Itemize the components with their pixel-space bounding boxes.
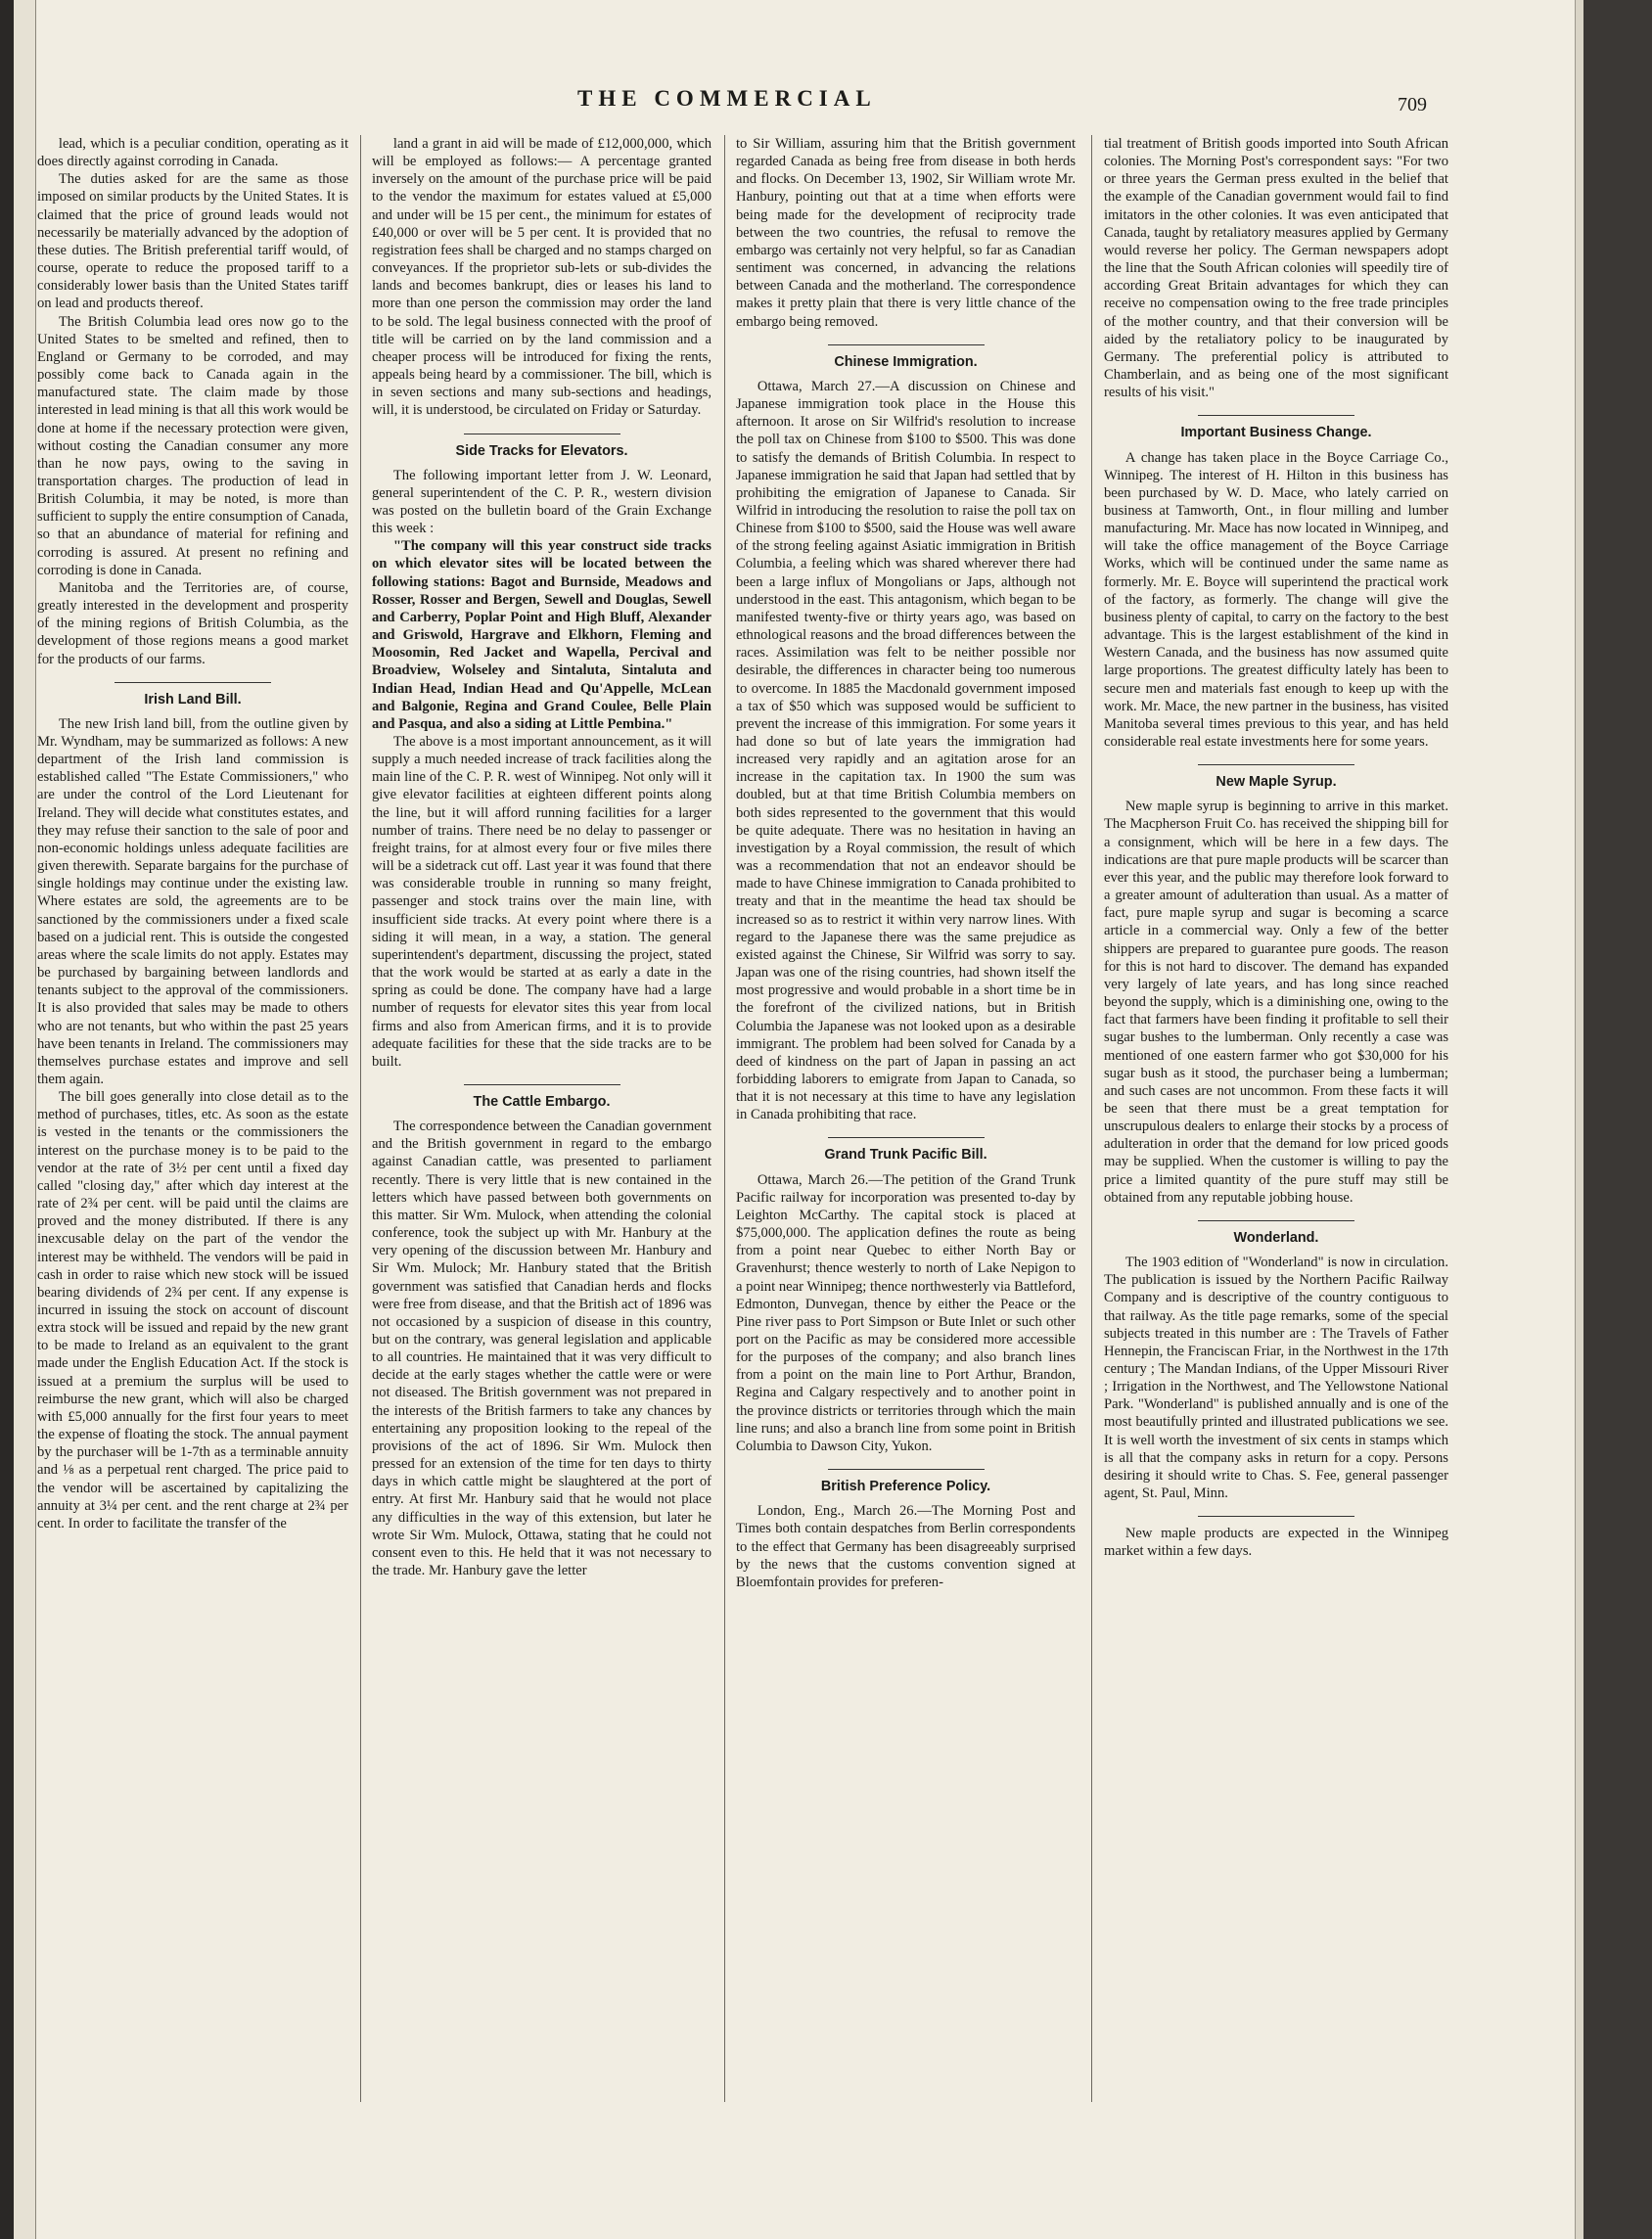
article-column-1: [37, 135, 348, 1532]
article-paragraph: The duties asked for are the same as those imposed on similar products by the United States. It is claimed that the price of ground leads would not necessarily be materially advanced by the adoption of these duties. The British preferential tariff would, of course, operate to reduce the proposed tariff to a considerably lower basis than the United States tariff on lead and products thereof.: [37, 171, 348, 312]
article-paragraph: land a grant in aid will be made of £12,000,000, which will be employed as follows:— A percentage granted inversely on the amount of the purchase price will be paid to the vendor the maximum for estates valued at £5,000 and under will be 15 per cent., the minimum for estates of £40,000 or over will be 5 per cent. It is provided that no registration fees shall be charged and no stamps charged on conveyances. If the proprietor sub-lets or sub-divides the lands and becomes bankrupt, dies or leases his land to more than one person the commission may order the land to be sold. The legal business connected with the proof of title will be carried on by the land commission and a cheaper process will be introduced for fixing the rents, appeals being heard by a commissioner. The bill, which is in seven sections and many sub-sections and headings, will, it is understood, be circulated on Friday or Saturday.: [372, 136, 711, 419]
book-binding: [0, 0, 14, 2239]
article-paragraph: The British Columbia lead ores now go to the United States to be smelted and refined, then to England or Germany to be corroded, and may possibly come back to Canada again in the manufactured state. The claim made by those interested in lead mining is that all this work would be done at home if the necessary protection were given, without costing the Canadian consumer any more than he now pays, owing to the saving in transportation charges. The production of lead in British Columbia, it may be noted, is more than sufficient to supply the entire consumption of Canada, so that an abundance of material for refining and corroding is assured. At present no refining and corroding is done in Canada.: [37, 313, 348, 578]
article-paragraph: The bill goes generally into close detail as to the method of purchases, titles, etc. As soon as the estate is vested in the tenants or the commissioners the interest on the purchase money is to be paid to the vendor at the rate of 3½ per cent until a fixed day called "closing day," after which day interest at the rate of 2¾ per cent. will be paid until the claims are proved and the money distributed. If there is any inexcusable delay on the part of the vendor the interest may be withheld. The vendors will be paid in cash in order to raise which new stock will be issued bearing dividends of 2¾ per cent. If any expense is incurred in issuing the stock on account of discount extra stock will be issued and repaid by the new grant to be made to Ireland as an equivalent to the grant made under the English Education Act. If the stock is issued at a premium the surplus will be used to reimburse the new grant, which will also be charged with £5,000 annually for the first four years to meet the expense of floating the stock. The annual payment by the purchaser will be 1-7th as a terminable annuity and ⅛ as a perpetual rent charged. The price paid to the vendor will be ascertained by capitalizing the annuity at 3¼ per cent. and the rent charge at 2¾ per cent. In order to facilitate the transfer of the: [37, 1089, 348, 1531]
column-rule: [1091, 135, 1092, 2102]
section-rule: [1198, 1516, 1354, 1517]
article-paragraph: The correspondence between the Canadian government and the British government in regard to the embargo against Canadian cattle, was presented to parliament recently. There is very little that is new contained in the letters which have passed between both governments on this matter. Sir Wm. Mulock, when attending the colonial conference, took the subject up with Mr. Hanbury at the very opening of the discussion between Mr. Hanbury and Sir Wm. Mulock; Mr. Hanbury stated that the British government was satisfied that Canadian herds and flocks were free from disease, and that the British act of 1896 was not occasioned by a suspicion of disease in this country, but on the contrary, was general legislation and applicable to all countries. He maintained that it was very difficult to decide at the early stages whether the cattle were or were not diseased. The British government was not prepared in the interests of the British farmers to take any chances by entertaining any proposition looking to the repeal of the provisions of the act of 1896. Sir Wm. Mulock then pressed for an extension of the time for ten days to thirty days in which cattle might be slaughtered at the port of entry. At first Mr. Hanbury said that he would not place any difficulties in the way of this extension, but later he wrote Sir Wm. Mulock, Ottawa, stating that he could not consent even to this. He held that it was not necessary to the trade. Mr. Hanbury gave the letter: [372, 1119, 711, 1579]
section-rule: [115, 682, 271, 683]
article-paragraph: The above is a most important announcement, as it will supply a much needed increase of track facilities along the main line of the C. P. R. west of Winnipeg. Not only will it give elevator facilities at eighteen different points along the line, but it will afford running facilities for a larger number of trains. There need be no delay to passenger or freight trains, for at almost every four or five miles there will be a sidetrack cut off. Last year it was found that there was considerable trouble in running so many freight, passenger and stock trains over the main line, with insufficient side tracks. At every point where there is a siding it will mean, in a way, a station. The general superintendent's department, discussing the project, stated that the work would be started at as early a date in the spring as could be done. The company have had a large number of requests for elevator sites this year from local firms and also from American firms, and it is to provide adequate facilities for these that the side tracks are to be built.: [372, 734, 711, 1070]
article-paragraph: Ottawa, March 27.—A discussion on Chinese and Japanese immigration took place in the House this afternoon. It arose on Sir Wilfrid's resolution to increase the poll tax on Chinese from $100 to $500. This was done to satisfy the demands of British Columbia. In respect to Japanese immigration he said that Japan had settled that by prohibiting the emigration of Japanese to Canada. Sir Wilfrid in introducing the resolution to raise the poll tax on Chinese from $100 to $500, said the House was well aware of the strong feeling against Asiatic immigration in British Columbia, a feeling which was shared wherever there had been a large influx of Mongolians or Japs, although not understood in the east. This antagonism, which began to be manifested twenty-five or thirty years ago, was based on ethnological reasons and the broad differences between the races. Assimilation was felt to be neither possible nor desirable, the differences in character being too numerous to overcome. In 1885 the Macdonald government imposed a tax of $50 which was supposed would be sufficient to prevent the increase of this immigration. For some years it had done so but of late years the immigration had increased very rapidly and an agitation arose for an increase in the capitation tax. In 1900 the sum was doubled, but at that time British Columbia members on both sides represented to the government that this would be quite adequate. There was no hesitation in having an investigation by a Royal commission, the result of which was a recommendation that not an endeavor should be made to have Chinese immigration to Canada prohibited to treaty and that in the meantime the head tax should be increased so as to restrict it within very narrow lines. With regard to the Japanese there was the same prejudice as existed against the Chinese, Sir Wilfrid was sorry to say. Japan was one of the rising countries, had shown itself the most progressive and would probable in a short time be in the forefront of the civilized nations, but in British Columbia the Japanese was not looked upon as a desirable immigrant. The problem had been solved for Canada by a deed of kindness on the part of Japan in passing an act forbidding laborers to emigrate from Japan to Canada, so that it is not necessary at this time to have any legislation in Canada prohibiting that race.: [736, 378, 1076, 1123]
running-head: THE COMMERCIAL: [577, 86, 877, 111]
article-column-2: [372, 135, 711, 1579]
article-heading: Important Business Change.: [1180, 425, 1372, 441]
article-heading: Irish Land Bill.: [144, 691, 242, 708]
article-paragraph: London, Eng., March 26.—The Morning Post and Times both contain despatches from Berlin correspondents to the effect that Germany has been disagreeably surprised by the news that the customs convention signed at Bloemfontain provides for preferen-: [736, 1503, 1076, 1590]
section-rule: [1198, 415, 1354, 416]
article-heading: British Preference Policy.: [820, 1479, 991, 1495]
column-rule: [724, 135, 725, 2102]
article-paragraph: to Sir William, assuring him that the British government regarded Canada as being free from disease in both herds and flocks. On December 13, 1902, Sir William wrote Mr. Hanbury, pointing out that at a time when efforts were being made for the development of reciprocity trade between the two countries, the refusal to remove the embargo was certainly not very helpful, so far as Canadian sentiment was concerned, in advancing the relations between Canada and the motherland. The correspondence makes it pretty plain that there is very little chance of the embargo being removed.: [736, 136, 1076, 330]
section-rule: [464, 1084, 620, 1085]
article-heading: Wonderland.: [1233, 1229, 1319, 1246]
page-number: 709: [1398, 94, 1427, 115]
article-paragraph: The following important letter from J. W. Leonard, general superintendent of the C. P. R., western division was posted on the bulletin board of the Grain Exchange this week :: [372, 467, 711, 537]
article-heading: Grand Trunk Pacific Bill.: [824, 1147, 987, 1164]
book-edge: [1583, 0, 1652, 2239]
article-paragraph: New maple syrup is beginning to arrive in this market. The Macpherson Fruit Co. has received the shipping bill for a consignment, which will be here in a few days. The indications are that pure maple products will be scarcer than ever this year, and the public may therefore look forward to a greater amount of adulteration than usual. As a matter of fact, pure maple syrup and sugar is becoming a scarce article in a commercial way. Only a few of the better shippers are prepared to guarantee pure goods. The reason for this is not hard to discover. The demand has expanded very largely of late years, and has long since reached beyond the supply, which is a diminishing one, owing to the fact that farmers have been finding it profitable to sell their sugar bushes to the lumberman. Only recently a case was mentioned of one eastern farmer who got $30,000 for his sugar bush as it stood, the purchaser being a lumberman; and such cases are not uncommon. From these facts it will be seen that there must be a great temptation for unscrupulous dealers to enlarge their stocks by a process of adulteration in order that the demand for low priced goods may be supplied. When the customer is willing to pay the price a limited quantity of the pure stuff may still be obtained from any reputable jobbing house.: [1104, 799, 1448, 1206]
article-paragraph: A change has taken place in the Boyce Carriage Co., Winnipeg. The interest of H. Hilton in this business has been purchased by W. D. Mace, who lately carried on business at Tamworth, Ont., in flour milling and lumber manufacturing. Mr. Mace has now located in Winnipeg, and will take the office management of the Boyce Carriage Works, which will be continued under the same name as formerly. Mr. E. Boyce will superintend the practical work of the factory, as formerly. The change will give the business plenty of capital, to carry on the factory to the best advantage. This is the largest establishment of the kind in Western Canada, and the business has now assumed quite large proportions. The greatest difficulty lately has been to secure men and materials fast enough to keep up with the work. Mr. Mace, the new partner in the business, has visited Manitoba several times previous to this year, and has held considerable real estate investments here for some years.: [1104, 449, 1448, 750]
article-column-3: [736, 135, 1076, 1591]
section-rule: [1198, 1220, 1354, 1221]
article-paragraph: Manitoba and the Territories are, of course, greatly interested in the development and prosperity of the mining regions of British Columbia, as the development of those regions means a good market for the products of our farms.: [37, 579, 348, 667]
article-heading: Chinese Immigration.: [834, 353, 978, 370]
page-edge-shadow: [1575, 0, 1583, 2239]
article-heading: New Maple Syrup.: [1216, 774, 1337, 791]
column-rule: [360, 135, 361, 2102]
section-rule: [828, 1137, 985, 1138]
article-paragraph: New maple products are expected in the Winnipeg market within a few days.: [1104, 1526, 1448, 1560]
article-heading: Side Tracks for Elevators.: [455, 442, 628, 459]
bulletin-notice: "The company will this year construct side tracks on which elevator sites will be located between the following stations: Bagot and Burnside, Meadows and Rosser, Rosser and Bergen, Sewell and Douglas, Sewell and Carberry, Poplar Point and High Bluff, Alexander and Griswold, Hargrave and Elkhorn, Fleming and Moosomin, Red Jacket and Wapella, Percival and Broadview, Wolseley and Sintaluta, Sintaluta and Indian Head, Indian Head and Qu'Appelle, McLean and Balgonie, Regina and Grand Coulee, Belle Plain and Pasqua, and also a siding at Little Pembina.": [372, 538, 711, 732]
article-column-4: [1104, 135, 1448, 1561]
section-rule: [828, 1469, 985, 1470]
article-heading: The Cattle Embargo.: [473, 1093, 611, 1110]
article-paragraph: tial treatment of British goods imported into South African colonies. The Morning Post's correspondent says: "For two or three years the German press exulted in the belief that the example of the Canadian government would fail to find imitators in the other colonies. It was even anticipated that Canada, taught by retaliatory measures applied by Germany would reverse her policy. The German newspapers adopt the line that the South African colonies will speedily tire of according Great Britain advantages for which they can receive no compensation owing to the free trade principles of the mother country, and that their conversion will be aided by the retaliatory policy to be inaugurated by Germany. The preferential policy is attributed to Chamberlain, and as being one of the most significant results of his visit.": [1104, 136, 1448, 401]
article-paragraph: The new Irish land bill, from the outline given by Mr. Wyndham, may be summarized as follows: A new department of the Irish land commission is established called "The Estate Commissioners," who are under the control of the Lord Lieutenant for Ireland. They will decide what constitutes estates, and they may refuse their sanction to the sale of poor and non-economic holdings unless adequate facilities are given therewith. Separate bargains for the purchase of single holdings may continue under the existing law. Where estates are sold, the agreements are to be sanctioned by the commissioners under a fixed scale based on a judicial rent. This is outside the congested areas where the scale limits do not apply. Estates may be purchased by bargaining between landlords and tenants subject to the approval of the commissioners. It is also provided that sales may be made to others who are not tenants, but who within the past 25 years have been tenants in Ireland. The commissioners may themselves purchase estates and improve and sell them again.: [37, 715, 348, 1087]
facing-page-edge: [14, 0, 36, 2239]
article-paragraph: Ottawa, March 26.—The petition of the Grand Trunk Pacific railway for incorporation was presented to-day by Leighton McCarthy. The capital stock is placed at $75,000,000. The application defines the route as being from a point near Quebec to either North Bay or Gravenhurst; thence westerly to north of Lake Nepigon to a point near Winnipeg; thence northwesterly via Battleford, Edmonton, Dunvegan, thence by either the Peace or the Pine river pass to Port Simpson or Bute Inlet or such other port on the Pacific as may be considered more accessible for the purposes of the company; and also branch lines from a point on the main line to Port Arthur, Brandon, Regina and Calgary respectively and to another point in the province districts or territories through which the main line runs; and also a branch line from some point in British Columbia to Dawson City, Yukon.: [736, 1171, 1076, 1454]
article-paragraph: lead, which is a peculiar condition, operating as it does directly against corroding in Canada.: [37, 136, 348, 170]
article-paragraph: The 1903 edition of "Wonderland" is now in circulation. The publication is issued by the Northern Pacific Railway Company and is descriptive of the country contiguous to that railway. As the title page remarks, some of the special subjects treated in this number are : The Travels of Father Hennepin, the Franciscan Friar, in the Northwest in the 17th century ; The Mandan Indians, of the Upper Missouri River ; Irrigation in the Northwest, and The Yellowstone National Park. "Wonderland" is published annually and is one of the most beautifully printed and illustrated publications we see. It is well worth the investment of six cents in stamps which is all that the company asks in return for a copy. Persons desiring it should write to Chas. S. Fee, general passenger agent, St. Paul, Minn.: [1104, 1255, 1448, 1502]
section-rule: [1198, 764, 1354, 765]
section-rule: [828, 344, 985, 345]
